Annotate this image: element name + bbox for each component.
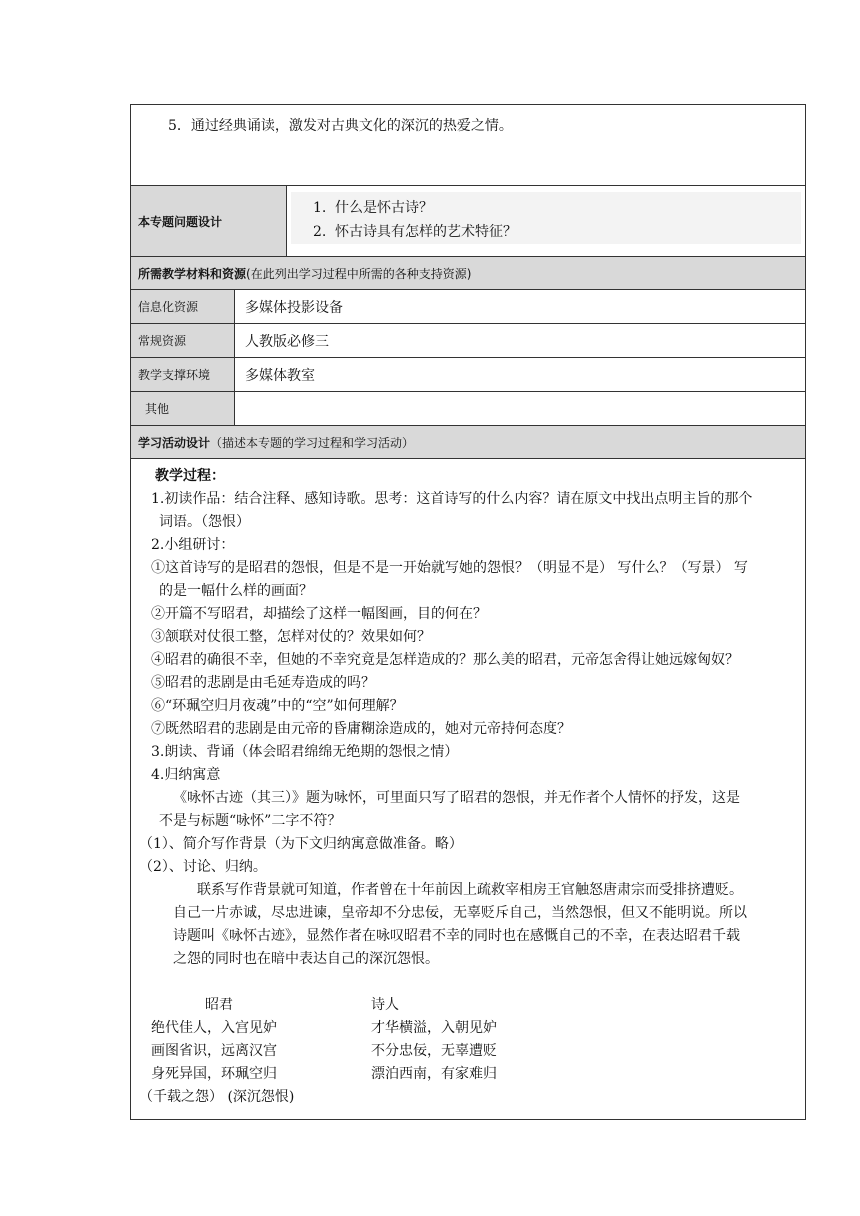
activity-line: ⑦既然昭君的悲剧是由元帝的昏庸糊涂造成的，她对元帝持何态度？: [151, 721, 571, 737]
resource-row: [131, 392, 805, 426]
activity-line: 2.小组研讨：: [151, 537, 235, 553]
comparison-zhaojun: 绝代佳人，入宫见妒: [151, 1020, 277, 1036]
resource-label: 常规资源: [138, 334, 187, 348]
objective-text: 5．通过经典诵读，激发对古典文化的深沉的热爱之情。: [168, 118, 513, 134]
question-design-label-cell: [131, 186, 287, 256]
objective-row: [131, 105, 805, 186]
question-design-content: [287, 186, 805, 256]
activity-line: 诗题叫《咏怀古迹》，显然作者在咏叹昭君不幸的同时也在感慨自己的不幸，在表达昭君千载: [173, 928, 740, 944]
resource-value: 多媒体教室: [245, 367, 315, 384]
resource-label-cell: [131, 290, 235, 323]
activity-body: [131, 459, 805, 1120]
resource-value: 人教版必修三: [245, 333, 329, 350]
activity-line: 的是一幅什么样的画面？: [159, 583, 313, 599]
comparison-zhaojun: 身死异国，环珮空归: [151, 1066, 277, 1082]
resource-value-cell: [235, 324, 805, 357]
activity-header-row: [131, 426, 805, 459]
activity-line: 词语。（怨恨）: [159, 514, 250, 530]
activity-line: 不是与标题“咏怀”二字不符？: [159, 813, 342, 829]
question-item: [313, 196, 801, 220]
lesson-plan-table: [130, 104, 806, 1120]
resource-label-cell: [131, 392, 235, 425]
spacer: [131, 971, 805, 994]
resources-title: 所需教学材料和资源: [138, 266, 247, 281]
resources-note: (在此列出学习过程中所需的各种支持资源): [246, 266, 472, 281]
activity-line: ②开篇不写昭君，却描绘了这样一幅图画，目的何在？: [151, 606, 487, 622]
resource-value-cell: [235, 392, 805, 425]
resource-label: 信息化资源: [138, 300, 199, 314]
comparison-footer: （千载之怨） (深沉怨恨): [139, 1089, 295, 1105]
activity-line: ⑥“环珮空归月夜魂”中的“空”如何理解？: [151, 698, 404, 714]
comparison-row: [151, 1017, 805, 1040]
comparison-table: [131, 994, 805, 1109]
resource-value: 多媒体投影设备: [245, 299, 343, 316]
question-number: 2.: [313, 224, 327, 240]
question-design-label: 本专题问题设计: [138, 214, 223, 229]
activity-line: ③颔联对仗很工整，怎样对仗的？效果如何？: [151, 629, 431, 645]
resource-row: [131, 358, 805, 392]
resource-row: [131, 324, 805, 358]
resources-header-row: [131, 257, 805, 290]
comparison-header: [151, 994, 805, 1017]
comparison-poet: 漂泊西南，有家难归: [371, 1066, 497, 1082]
question-item: [313, 220, 801, 244]
question-list: [291, 192, 801, 244]
question-number: 1.: [313, 200, 327, 216]
resource-row: [131, 290, 805, 324]
resource-label-cell: [131, 358, 235, 391]
resource-label: 其他: [145, 402, 170, 416]
comparison-poet: 不分忠佞，无辜遭贬: [371, 1043, 497, 1059]
activity-line: 联系写作背景就可知道，作者曾在十年前因上疏救宰相房王官触怒唐肃宗而受排挤遭贬。: [197, 882, 743, 898]
activity-line: 之怨的同时也在暗中表达自己的深沉怨恨。: [173, 951, 439, 967]
activity-note: （描述本专题的学习过程和学习活动）: [210, 435, 415, 450]
activity-line: 3.朗读、背诵（体会昭君绵绵无绝期的怨恨之情）: [151, 744, 459, 760]
activity-lines: [131, 488, 805, 971]
comparison-zhaojun: 画图省识，远离汉宫: [151, 1043, 277, 1059]
comparison-head-poet: 诗人: [371, 997, 399, 1013]
resource-label: 教学支撑环境: [138, 368, 211, 382]
activity-line: 1.初读作品：结合注释、感知诗歌。思考：这首诗写的什么内容？请在原文中找出点明主旨的那个: [151, 491, 753, 507]
resource-value-cell: [235, 358, 805, 391]
activity-line: 4.归纳寓意: [151, 767, 221, 783]
question-text: 什么是怀古诗？: [335, 200, 433, 216]
activity-line: ④昭君的确很不幸，但她的不幸究竟是怎样造成的？那么美的昭君，元帝怎舍得让她远嫁匈奴？: [151, 652, 739, 668]
teaching-process-heading: 教学过程：: [155, 468, 225, 484]
activity-line: 《咏怀古迹（其三）》题为咏怀，可里面只写了昭君的怨恨，并无作者个人情怀的抒发，这是: [173, 790, 740, 806]
activity-line: ⑤昭君的悲剧是由毛延寿造成的吗？: [151, 675, 375, 691]
activity-line: （2）、讨论、归纳。: [139, 859, 267, 875]
resource-value-cell: [235, 290, 805, 323]
activity-line: （1）、简介写作背景（为下文归纳寓意做准备。略）: [139, 836, 463, 852]
activity-title: 学习活动设计: [138, 435, 211, 450]
question-text: 怀古诗具有怎样的艺术特征？: [335, 224, 517, 240]
comparison-row: [151, 1040, 805, 1063]
activity-line: 自己一片赤诚，尽忠进谏，皇帝却不分忠佞，无辜贬斥自己，当然怨恨，但又不能明说。所以: [173, 905, 747, 921]
comparison-row: [151, 1063, 805, 1086]
question-design-row: [131, 186, 805, 257]
comparison-poet: 才华横溢，入朝见妒: [371, 1020, 497, 1036]
activity-line: ①这首诗写的是昭君的怨恨，但是不是一开始就写她的怨恨？（明显不是） 写什么？（写景） 写: [151, 560, 748, 576]
resource-label-cell: [131, 324, 235, 357]
comparison-head-zhaojun: 昭君: [205, 997, 233, 1013]
